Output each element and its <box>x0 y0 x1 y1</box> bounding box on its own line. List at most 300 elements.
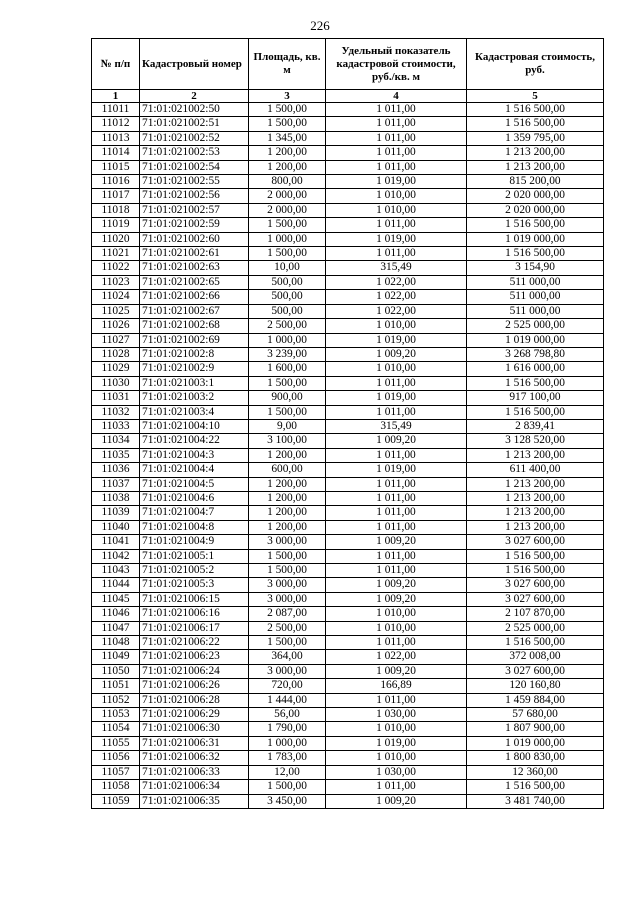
table-row <box>92 391 604 405</box>
cadastral-value-cell: 3 481 740,00 <box>467 794 604 808</box>
specific-value-cell: 1 011,00 <box>326 491 467 505</box>
area-cell: 1 600,00 <box>249 362 326 376</box>
specific-value-cell: 1 009,20 <box>326 578 467 592</box>
table-row <box>92 290 604 304</box>
row-number-cell: 11029 <box>92 362 140 376</box>
cadastral-number-cell: 71:01:021004:3 <box>140 448 249 462</box>
cadastral-value-cell: 1 516 500,00 <box>467 247 604 261</box>
row-number-cell: 11035 <box>92 448 140 462</box>
cadastral-value-cell: 511 000,00 <box>467 275 604 289</box>
cadastral-number-cell: 71:01:021004:5 <box>140 477 249 491</box>
column-number: 1 <box>92 90 140 103</box>
cadastral-value-cell: 1 359 795,00 <box>467 131 604 145</box>
table-row <box>92 376 604 390</box>
area-cell: 2 500,00 <box>249 319 326 333</box>
cadastral-number-cell: 71:01:021006:29 <box>140 708 249 722</box>
specific-value-cell: 1 009,20 <box>326 664 467 678</box>
cadastral-number-cell: 71:01:021006:24 <box>140 664 249 678</box>
row-number-cell: 11026 <box>92 319 140 333</box>
row-number-cell: 11042 <box>92 549 140 563</box>
row-number-cell: 11046 <box>92 607 140 621</box>
table-row <box>92 304 604 318</box>
specific-value-cell: 1 030,00 <box>326 765 467 779</box>
cadastral-value-cell: 917 100,00 <box>467 391 604 405</box>
area-cell: 2 500,00 <box>249 621 326 635</box>
cadastral-value-cell: 2 020 000,00 <box>467 189 604 203</box>
cadastral-number-cell: 71:01:021006:22 <box>140 636 249 650</box>
cadastral-number-cell: 71:01:021002:52 <box>140 131 249 145</box>
table-row <box>92 751 604 765</box>
area-cell: 1 500,00 <box>249 117 326 131</box>
row-number-cell: 11016 <box>92 175 140 189</box>
cadastral-value-cell: 12 360,00 <box>467 765 604 779</box>
specific-value-cell: 1 011,00 <box>326 693 467 707</box>
specific-value-cell: 1 019,00 <box>326 391 467 405</box>
row-number-cell: 11028 <box>92 347 140 361</box>
header-row-number: № п/п <box>92 39 140 90</box>
row-number-cell: 11019 <box>92 218 140 232</box>
cadastral-number-cell: 71:01:021006:28 <box>140 693 249 707</box>
area-cell: 1 500,00 <box>249 218 326 232</box>
cadastral-number-cell: 71:01:021002:57 <box>140 203 249 217</box>
cadastral-value-cell: 1 213 200,00 <box>467 160 604 174</box>
table-row <box>92 131 604 145</box>
cadastral-number-cell: 71:01:021002:69 <box>140 333 249 347</box>
cadastral-value-cell: 1 213 200,00 <box>467 448 604 462</box>
cadastral-number-cell: 71:01:021002:55 <box>140 175 249 189</box>
cadastral-value-table <box>91 38 604 809</box>
area-cell: 1 200,00 <box>249 477 326 491</box>
area-cell: 1 783,00 <box>249 751 326 765</box>
table-row <box>92 405 604 419</box>
area-cell: 3 000,00 <box>249 592 326 606</box>
cadastral-number-cell: 71:01:021002:59 <box>140 218 249 232</box>
cadastral-number-cell: 71:01:021002:53 <box>140 146 249 160</box>
row-number-cell: 11015 <box>92 160 140 174</box>
cadastral-number-cell: 71:01:021006:30 <box>140 722 249 736</box>
table-row <box>92 103 604 117</box>
cadastral-value-cell: 511 000,00 <box>467 304 604 318</box>
cadastral-number-cell: 71:01:021006:23 <box>140 650 249 664</box>
table-row <box>92 564 604 578</box>
cadastral-value-cell: 3 027 600,00 <box>467 592 604 606</box>
table-row <box>92 636 604 650</box>
row-number-cell: 11030 <box>92 376 140 390</box>
cadastral-number-cell: 71:01:021002:51 <box>140 117 249 131</box>
cadastral-number-cell: 71:01:021002:68 <box>140 319 249 333</box>
specific-value-cell: 1 011,00 <box>326 506 467 520</box>
specific-value-cell: 1 011,00 <box>326 549 467 563</box>
row-number-cell: 11051 <box>92 679 140 693</box>
header-cadastral-number: Кадастровый номер <box>140 39 249 90</box>
row-number-cell: 11039 <box>92 506 140 520</box>
row-number-cell: 11045 <box>92 592 140 606</box>
row-number-cell: 11025 <box>92 304 140 318</box>
cadastral-number-cell: 71:01:021002:54 <box>140 160 249 174</box>
specific-value-cell: 1 011,00 <box>326 564 467 578</box>
row-number-cell: 11014 <box>92 146 140 160</box>
cadastral-value-cell: 1 213 200,00 <box>467 520 604 534</box>
cadastral-number-cell: 71:01:021006:32 <box>140 751 249 765</box>
table-row <box>92 117 604 131</box>
row-number-cell: 11057 <box>92 765 140 779</box>
specific-value-cell: 1 010,00 <box>326 722 467 736</box>
area-cell: 1 200,00 <box>249 146 326 160</box>
area-cell: 800,00 <box>249 175 326 189</box>
area-cell: 1 200,00 <box>249 520 326 534</box>
cadastral-number-cell: 71:01:021004:8 <box>140 520 249 534</box>
row-number-cell: 11013 <box>92 131 140 145</box>
specific-value-cell: 1 030,00 <box>326 708 467 722</box>
area-cell: 1 200,00 <box>249 160 326 174</box>
cadastral-number-cell: 71:01:021005:2 <box>140 564 249 578</box>
row-number-cell: 11043 <box>92 564 140 578</box>
row-number-cell: 11033 <box>92 419 140 433</box>
column-number-row <box>92 90 604 103</box>
specific-value-cell: 1 009,20 <box>326 434 467 448</box>
table-row <box>92 189 604 203</box>
specific-value-cell: 1 009,20 <box>326 794 467 808</box>
cadastral-value-cell: 1 516 500,00 <box>467 103 604 117</box>
cadastral-number-cell: 71:01:021006:31 <box>140 736 249 750</box>
area-cell: 1 500,00 <box>249 549 326 563</box>
row-number-cell: 11021 <box>92 247 140 261</box>
cadastral-number-cell: 71:01:021004:7 <box>140 506 249 520</box>
table-row <box>92 520 604 534</box>
cadastral-number-cell: 71:01:021003:2 <box>140 391 249 405</box>
cadastral-value-cell: 2 839,41 <box>467 419 604 433</box>
area-cell: 1 000,00 <box>249 736 326 750</box>
cadastral-value-cell: 1 516 500,00 <box>467 564 604 578</box>
cadastral-value-cell: 3 128 520,00 <box>467 434 604 448</box>
specific-value-cell: 1 011,00 <box>326 376 467 390</box>
cadastral-value-cell: 511 000,00 <box>467 290 604 304</box>
row-number-cell: 11022 <box>92 261 140 275</box>
row-number-cell: 11052 <box>92 693 140 707</box>
area-cell: 900,00 <box>249 391 326 405</box>
row-number-cell: 11055 <box>92 736 140 750</box>
specific-value-cell: 1 011,00 <box>326 780 467 794</box>
table-row <box>92 664 604 678</box>
cadastral-value-cell: 1 019 000,00 <box>467 333 604 347</box>
area-cell: 3 450,00 <box>249 794 326 808</box>
specific-value-cell: 1 019,00 <box>326 333 467 347</box>
row-number-cell: 11054 <box>92 722 140 736</box>
table-row <box>92 765 604 779</box>
cadastral-number-cell: 71:01:021002:60 <box>140 232 249 246</box>
cadastral-number-cell: 71:01:021006:33 <box>140 765 249 779</box>
cadastral-number-cell: 71:01:021006:17 <box>140 621 249 635</box>
cadastral-value-cell: 3 268 798,80 <box>467 347 604 361</box>
area-cell: 600,00 <box>249 463 326 477</box>
specific-value-cell: 1 010,00 <box>326 621 467 635</box>
cadastral-number-cell: 71:01:021004:9 <box>140 535 249 549</box>
area-cell: 1 500,00 <box>249 103 326 117</box>
cadastral-value-cell: 3 027 600,00 <box>467 664 604 678</box>
table-row <box>92 261 604 275</box>
cadastral-value-cell: 1 516 500,00 <box>467 549 604 563</box>
table-row <box>92 218 604 232</box>
specific-value-cell: 1 011,00 <box>326 520 467 534</box>
row-number-cell: 11059 <box>92 794 140 808</box>
column-number: 5 <box>467 90 604 103</box>
area-cell: 9,00 <box>249 419 326 433</box>
cadastral-value-cell: 1 213 200,00 <box>467 491 604 505</box>
table-row <box>92 736 604 750</box>
specific-value-cell: 1 022,00 <box>326 290 467 304</box>
area-cell: 1 200,00 <box>249 491 326 505</box>
table-header-row <box>92 39 604 90</box>
table-row <box>92 491 604 505</box>
cadastral-value-cell: 1 516 500,00 <box>467 636 604 650</box>
table-row <box>92 275 604 289</box>
cadastral-number-cell: 71:01:021004:6 <box>140 491 249 505</box>
cadastral-value-cell: 1 213 200,00 <box>467 506 604 520</box>
table-row <box>92 607 604 621</box>
specific-value-cell: 1 019,00 <box>326 463 467 477</box>
specific-value-cell: 1 011,00 <box>326 405 467 419</box>
area-cell: 1 000,00 <box>249 232 326 246</box>
row-number-cell: 11032 <box>92 405 140 419</box>
cadastral-number-cell: 71:01:021002:66 <box>140 290 249 304</box>
cadastral-value-cell: 1 516 500,00 <box>467 376 604 390</box>
table-row <box>92 203 604 217</box>
cadastral-number-cell: 71:01:021005:3 <box>140 578 249 592</box>
table-row <box>92 247 604 261</box>
specific-value-cell: 315,49 <box>326 261 467 275</box>
cadastral-number-cell: 71:01:021002:50 <box>140 103 249 117</box>
area-cell: 1 500,00 <box>249 376 326 390</box>
table-row <box>92 592 604 606</box>
row-number-cell: 11041 <box>92 535 140 549</box>
specific-value-cell: 1 010,00 <box>326 189 467 203</box>
specific-value-cell: 1 022,00 <box>326 275 467 289</box>
cadastral-number-cell: 71:01:021002:67 <box>140 304 249 318</box>
area-cell: 500,00 <box>249 290 326 304</box>
table-row <box>92 722 604 736</box>
specific-value-cell: 1 019,00 <box>326 175 467 189</box>
cadastral-number-cell: 71:01:021006:15 <box>140 592 249 606</box>
area-cell: 1 790,00 <box>249 722 326 736</box>
specific-value-cell: 1 009,20 <box>326 347 467 361</box>
table-row <box>92 679 604 693</box>
area-cell: 2 087,00 <box>249 607 326 621</box>
area-cell: 3 000,00 <box>249 535 326 549</box>
cadastral-value-cell: 1 807 900,00 <box>467 722 604 736</box>
row-number-cell: 11020 <box>92 232 140 246</box>
table-row <box>92 708 604 722</box>
area-cell: 1 444,00 <box>249 693 326 707</box>
table-row <box>92 549 604 563</box>
specific-value-cell: 1 011,00 <box>326 103 467 117</box>
table-row <box>92 347 604 361</box>
specific-value-cell: 1 011,00 <box>326 448 467 462</box>
table-row <box>92 463 604 477</box>
area-cell: 500,00 <box>249 275 326 289</box>
header-area: Площадь, кв. м <box>249 39 326 90</box>
cadastral-number-cell: 71:01:021002:9 <box>140 362 249 376</box>
cadastral-value-cell: 815 200,00 <box>467 175 604 189</box>
column-number: 3 <box>249 90 326 103</box>
specific-value-cell: 1 010,00 <box>326 751 467 765</box>
header-specific-value: Удельный показатель кадастровой стоимости, руб./кв. м <box>326 39 467 90</box>
cadastral-value-cell: 1 459 884,00 <box>467 693 604 707</box>
table-row <box>92 232 604 246</box>
row-number-cell: 11012 <box>92 117 140 131</box>
area-cell: 3 000,00 <box>249 578 326 592</box>
table-row <box>92 448 604 462</box>
row-number-cell: 11044 <box>92 578 140 592</box>
cadastral-number-cell: 71:01:021002:56 <box>140 189 249 203</box>
table-row <box>92 362 604 376</box>
cadastral-value-cell: 1 516 500,00 <box>467 780 604 794</box>
row-number-cell: 11053 <box>92 708 140 722</box>
cadastral-value-cell: 611 400,00 <box>467 463 604 477</box>
area-cell: 1 500,00 <box>249 247 326 261</box>
area-cell: 2 000,00 <box>249 189 326 203</box>
cadastral-number-cell: 71:01:021002:65 <box>140 275 249 289</box>
table-row <box>92 333 604 347</box>
row-number-cell: 11058 <box>92 780 140 794</box>
row-number-cell: 11050 <box>92 664 140 678</box>
table-row <box>92 146 604 160</box>
cadastral-number-cell: 71:01:021006:34 <box>140 780 249 794</box>
specific-value-cell: 1 011,00 <box>326 477 467 491</box>
cadastral-value-cell: 3 027 600,00 <box>467 578 604 592</box>
cadastral-number-cell: 71:01:021002:63 <box>140 261 249 275</box>
cadastral-number-cell: 71:01:021004:22 <box>140 434 249 448</box>
specific-value-cell: 315,49 <box>326 419 467 433</box>
table-row <box>92 621 604 635</box>
row-number-cell: 11036 <box>92 463 140 477</box>
specific-value-cell: 1 011,00 <box>326 117 467 131</box>
area-cell: 1 500,00 <box>249 564 326 578</box>
row-number-cell: 11040 <box>92 520 140 534</box>
row-number-cell: 11048 <box>92 636 140 650</box>
cadastral-number-cell: 71:01:021005:1 <box>140 549 249 563</box>
table-row <box>92 477 604 491</box>
table-row <box>92 319 604 333</box>
table-row <box>92 160 604 174</box>
table-row <box>92 794 604 808</box>
cadastral-value-cell: 1 516 500,00 <box>467 218 604 232</box>
area-cell: 3 239,00 <box>249 347 326 361</box>
specific-value-cell: 1 011,00 <box>326 636 467 650</box>
column-number: 2 <box>140 90 249 103</box>
row-number-cell: 11011 <box>92 103 140 117</box>
specific-value-cell: 1 019,00 <box>326 232 467 246</box>
row-number-cell: 11037 <box>92 477 140 491</box>
specific-value-cell: 1 010,00 <box>326 607 467 621</box>
cadastral-value-cell: 2 020 000,00 <box>467 203 604 217</box>
area-cell: 1 500,00 <box>249 405 326 419</box>
specific-value-cell: 1 010,00 <box>326 203 467 217</box>
area-cell: 10,00 <box>249 261 326 275</box>
cadastral-value-cell: 1 213 200,00 <box>467 146 604 160</box>
specific-value-cell: 1 010,00 <box>326 362 467 376</box>
row-number-cell: 11038 <box>92 491 140 505</box>
row-number-cell: 11047 <box>92 621 140 635</box>
specific-value-cell: 1 011,00 <box>326 247 467 261</box>
cadastral-number-cell: 71:01:021002:61 <box>140 247 249 261</box>
table-row <box>92 693 604 707</box>
row-number-cell: 11024 <box>92 290 140 304</box>
area-cell: 2 000,00 <box>249 203 326 217</box>
specific-value-cell: 1 022,00 <box>326 650 467 664</box>
specific-value-cell: 1 019,00 <box>326 736 467 750</box>
table-row <box>92 650 604 664</box>
cadastral-value-cell: 1 616 000,00 <box>467 362 604 376</box>
cadastral-value-cell: 3 027 600,00 <box>467 535 604 549</box>
cadastral-value-cell: 1 516 500,00 <box>467 405 604 419</box>
area-cell: 1 345,00 <box>249 131 326 145</box>
specific-value-cell: 1 011,00 <box>326 146 467 160</box>
area-cell: 1 500,00 <box>249 780 326 794</box>
area-cell: 364,00 <box>249 650 326 664</box>
cadastral-value-cell: 1 019 000,00 <box>467 232 604 246</box>
table-row <box>92 175 604 189</box>
area-cell: 1 200,00 <box>249 506 326 520</box>
cadastral-value-cell: 2 525 000,00 <box>467 319 604 333</box>
table-row <box>92 506 604 520</box>
table-row <box>92 419 604 433</box>
row-number-cell: 11023 <box>92 275 140 289</box>
table-body <box>92 103 604 809</box>
row-number-cell: 11049 <box>92 650 140 664</box>
header-cadastral-value: Кадастровая стоимость, руб. <box>467 39 604 90</box>
specific-value-cell: 1 010,00 <box>326 319 467 333</box>
area-cell: 56,00 <box>249 708 326 722</box>
row-number-cell: 11034 <box>92 434 140 448</box>
row-number-cell: 11017 <box>92 189 140 203</box>
page-number: 226 <box>310 18 330 33</box>
cadastral-number-cell: 71:01:021006:26 <box>140 679 249 693</box>
cadastral-value-cell: 3 154,90 <box>467 261 604 275</box>
area-cell: 1 500,00 <box>249 636 326 650</box>
cadastral-number-cell: 71:01:021003:1 <box>140 376 249 390</box>
specific-value-cell: 1 011,00 <box>326 218 467 232</box>
cadastral-value-cell: 2 107 870,00 <box>467 607 604 621</box>
area-cell: 500,00 <box>249 304 326 318</box>
table-row <box>92 434 604 448</box>
row-number-cell: 11031 <box>92 391 140 405</box>
cadastral-value-cell: 1 213 200,00 <box>467 477 604 491</box>
cadastral-value-cell: 1 019 000,00 <box>467 736 604 750</box>
specific-value-cell: 1 009,20 <box>326 535 467 549</box>
area-cell: 3 100,00 <box>249 434 326 448</box>
table-row <box>92 780 604 794</box>
table-row <box>92 578 604 592</box>
specific-value-cell: 166,89 <box>326 679 467 693</box>
cadastral-number-cell: 71:01:021003:4 <box>140 405 249 419</box>
specific-value-cell: 1 011,00 <box>326 160 467 174</box>
cadastral-value-cell: 1 800 830,00 <box>467 751 604 765</box>
cadastral-value-cell: 1 516 500,00 <box>467 117 604 131</box>
column-number: 4 <box>326 90 467 103</box>
cadastral-value-cell: 2 525 000,00 <box>467 621 604 635</box>
cadastral-value-cell: 120 160,80 <box>467 679 604 693</box>
area-cell: 720,00 <box>249 679 326 693</box>
row-number-cell: 11056 <box>92 751 140 765</box>
area-cell: 3 000,00 <box>249 664 326 678</box>
area-cell: 1 200,00 <box>249 448 326 462</box>
cadastral-value-cell: 372 008,00 <box>467 650 604 664</box>
cadastral-value-cell: 57 680,00 <box>467 708 604 722</box>
row-number-cell: 11018 <box>92 203 140 217</box>
specific-value-cell: 1 011,00 <box>326 131 467 145</box>
row-number-cell: 11027 <box>92 333 140 347</box>
area-cell: 12,00 <box>249 765 326 779</box>
